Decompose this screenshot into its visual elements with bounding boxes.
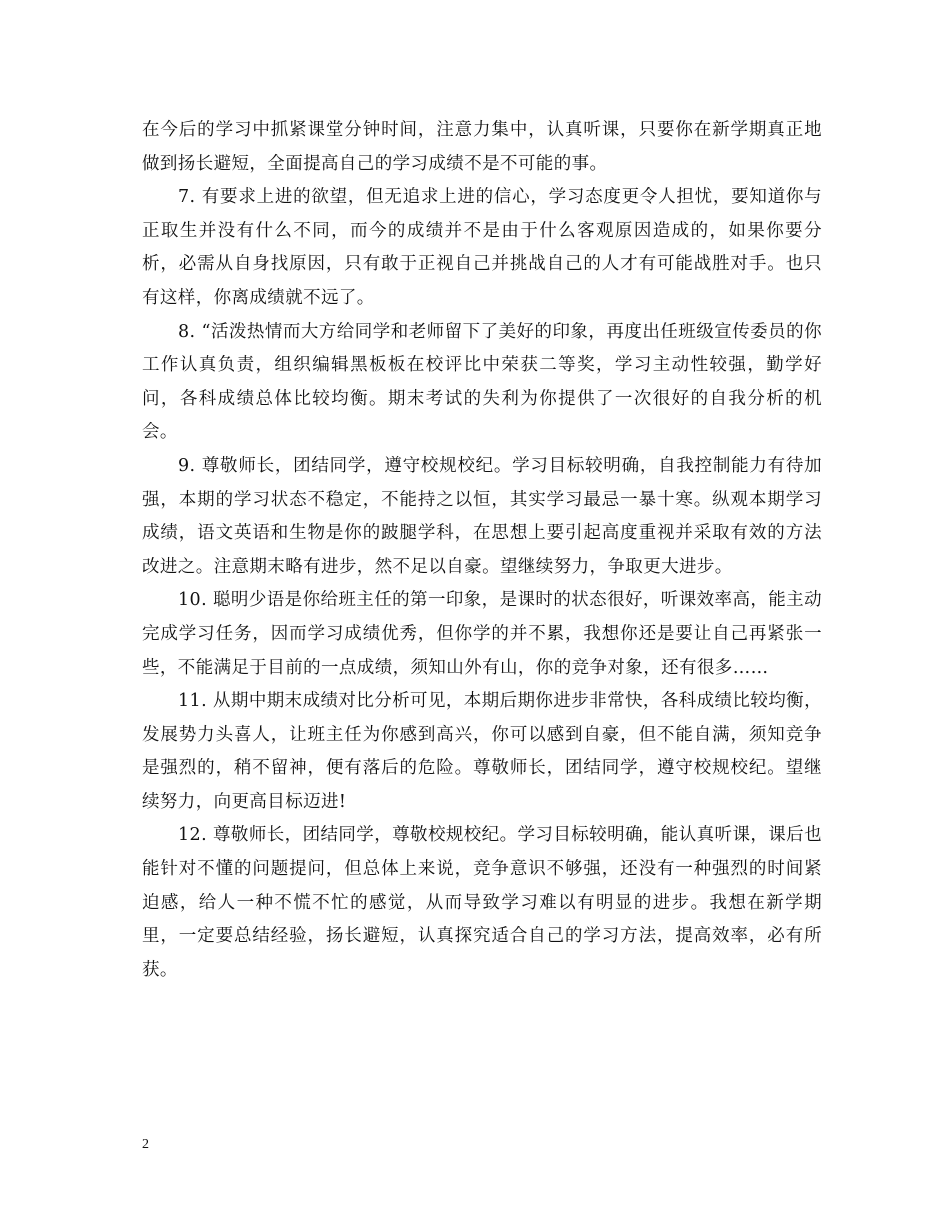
paragraph-item-7: 7. 有要求上进的欲望，但无追求上进的信心，学习态度更令人担忧，要知道你与正取生并没有什么不同，而今的成绩并不是由于什么客观原因造成的，如果你要分析，必需从自身找原因，只有敢于正视自己并挑战自己的人才有可能战胜对手。也只有这样，你离成绩就不远了。 <box>142 187 822 308</box>
page-number: 2 <box>142 1137 149 1152</box>
paragraph-item-8: 8. “活泼热情而大方给同学和老师留下了美好的印象，再度出任班级宣传委员的你工作认真负责，组织编辑黑板板在校评比中荣获二等奖，学习主动性较强，勤学好问，各科成绩总体比较均衡。期末考试的失利为你提供了一次很好的自我分析的机会。 <box>142 321 822 443</box>
paragraph-item-12: 12. 尊敬师长，团结同学，尊敬校规校纪。学习目标较明确，能认真听课，课后也能针对不懂的问题提问，但总体上来说，竞争意识不够强，还没有一种强烈的时间紧迫感，给人一种不慌不忙的感觉，从而导致学习难以有明显的进步。我想在新学期里，一定要总结经验，扬长避短，认真探究适合自己的学习方法，提高效率，必有所获。 <box>142 825 822 980</box>
paragraph-continuation: 在今后的学习中抓紧课堂分钟时间，注意力集中，认真听课，只要你在新学期真正地做到扬长避短，全面提高自己的学习成绩不是不可能的事。 <box>142 120 822 174</box>
document-body <box>142 114 822 987</box>
paragraph-item-10: 10. 聪明少语是你给班主任的第一印象，是课时的状态很好，听课效率高，能主动完成学习任务，因而学习成绩优秀，但你学的并不累，我想你还是要让自己再紧张一些，不能满足于目前的一点成绩，须知山外有山，你的竞争对象，还有很多…… <box>142 590 822 678</box>
paragraph-item-9: 9. 尊敬师长，团结同学，遵守校规校纪。学习目标较明确，自我控制能力有待加强，本期的学习状态不稳定，不能持之以恒，其实学习最忌一暴十寒。纵观本期学习成绩，语文英语和生物是你的跛腿学科，在思想上要引起高度重视并采取有效的方法改进之。注意期末略有进步，然不足以自豪。望继续努力，争取更大进步。 <box>142 455 822 577</box>
paragraph-item-11: 11. 从期中期末成绩对比分析可见，本期后期你进步非常快，各科成绩比较均衡，发展势力头喜人，让班主任为你感到高兴，你可以感到自豪，但不能自满，须知竞争是强烈的，稍不留神，便有落后的危险。尊敬师长，团结同学，遵守校规校纪。望继续努力，向更高目标迈进! <box>142 691 822 812</box>
